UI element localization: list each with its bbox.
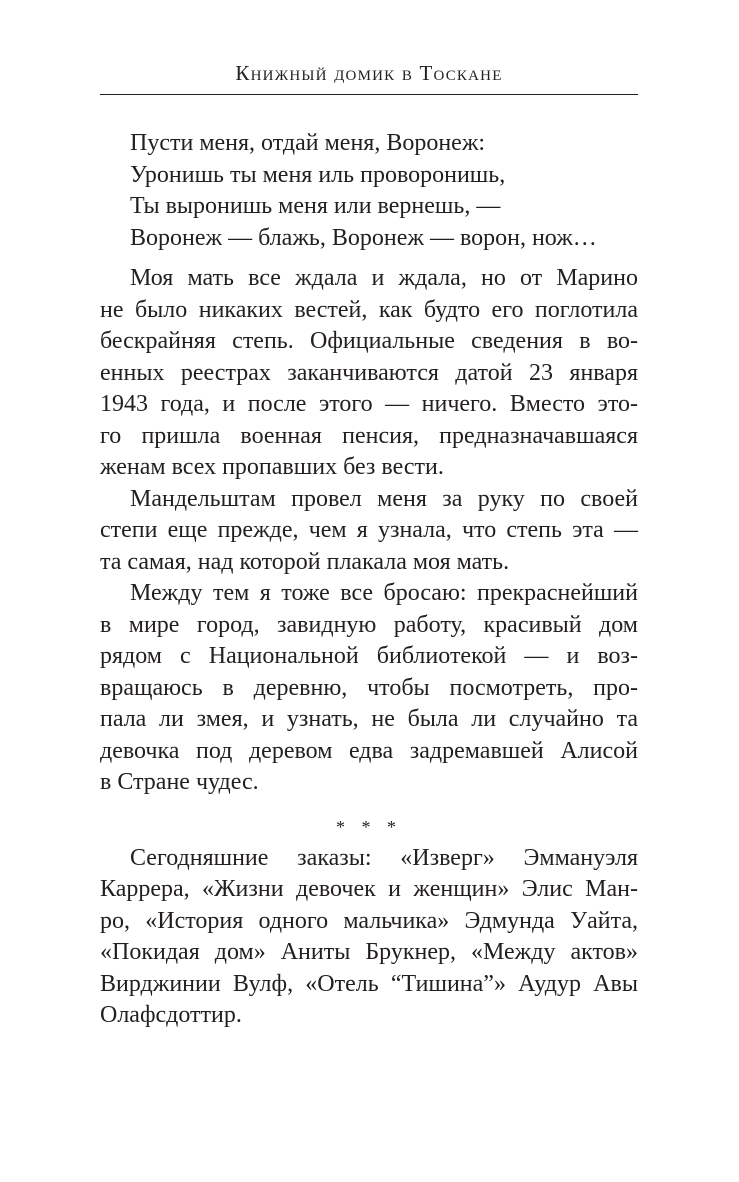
text-line: рядом с Национальной библиотекой — и воз- bbox=[100, 643, 638, 669]
text-line: Олафсдоттир. bbox=[100, 1002, 242, 1028]
text-line: 1943 года, и после этого — ничего. Вместо это- bbox=[100, 391, 638, 417]
poem-line: Воронеж — блажь, Воронеж — ворон, нож… bbox=[130, 224, 597, 251]
poem-line: Пусти меня, отдай меня, Воронеж: bbox=[130, 130, 486, 156]
poem-stanza bbox=[130, 128, 638, 254]
text-line: Мандельштам провел меня за руку по своей bbox=[130, 485, 638, 512]
text-line: Моя мать все ждала и ждала, но от Марино bbox=[130, 265, 638, 291]
paragraph-todays-orders bbox=[100, 843, 638, 1032]
running-header bbox=[100, 60, 638, 95]
text-line: та самая, над которой плакала моя мать. bbox=[100, 548, 510, 575]
text-line: Между тем я тоже все бросаю: прекраснейший bbox=[130, 580, 638, 606]
text-line: не было никаких вестей, как будто его поглотила bbox=[100, 296, 638, 323]
text-line: енных реестрах заканчиваются датой 23 января bbox=[100, 359, 638, 386]
text-line: ро, «История одного мальчика» Эдмунда Уайта, bbox=[100, 907, 638, 934]
poem-line: Ты выронишь меня или вернешь, — bbox=[130, 193, 501, 219]
text-line: девочка под деревом едва задремавшей Алисой bbox=[100, 737, 638, 764]
book-title: Книжный домик в Тоскане bbox=[235, 61, 503, 85]
text-line: бескрайняя степь. Официальные сведения в во- bbox=[100, 328, 638, 354]
paragraph-return-village bbox=[100, 578, 638, 799]
section-separator: * * * bbox=[336, 816, 402, 837]
text-line: вращаюсь в деревню, чтобы посмотреть, про- bbox=[100, 674, 638, 701]
text-line: «Покидая дом» Аниты Брукнер, «Между актов» bbox=[100, 939, 638, 965]
text-line: пала ли змея, и узнать, не была ли случайно та bbox=[100, 706, 638, 732]
text-line: степи еще прежде, чем я узнала, что степь эта — bbox=[100, 517, 638, 543]
poem-line: Уронишь ты меня иль проворонишь, bbox=[130, 161, 506, 188]
text-line: в Стране чудес. bbox=[100, 769, 259, 795]
text-line: Вирджинии Вулф, «Отель “Тишина”» Аудур Авы bbox=[100, 970, 638, 997]
paragraph-mother-waiting bbox=[100, 263, 638, 484]
page-body bbox=[100, 128, 638, 1032]
text-line: Каррера, «Жизни девочек и женщин» Элис Ман- bbox=[100, 876, 638, 902]
text-line: женам всех пропавших без вести. bbox=[100, 454, 444, 480]
text-line: Сегодняшние заказы: «Изверг» Эммануэля bbox=[130, 844, 638, 871]
paragraph-mandelstam bbox=[100, 484, 638, 579]
text-line: го пришла военная пенсия, предназначавшаяся bbox=[100, 422, 638, 449]
text-line: в мире город, завидную работу, красивый дом bbox=[100, 611, 638, 638]
